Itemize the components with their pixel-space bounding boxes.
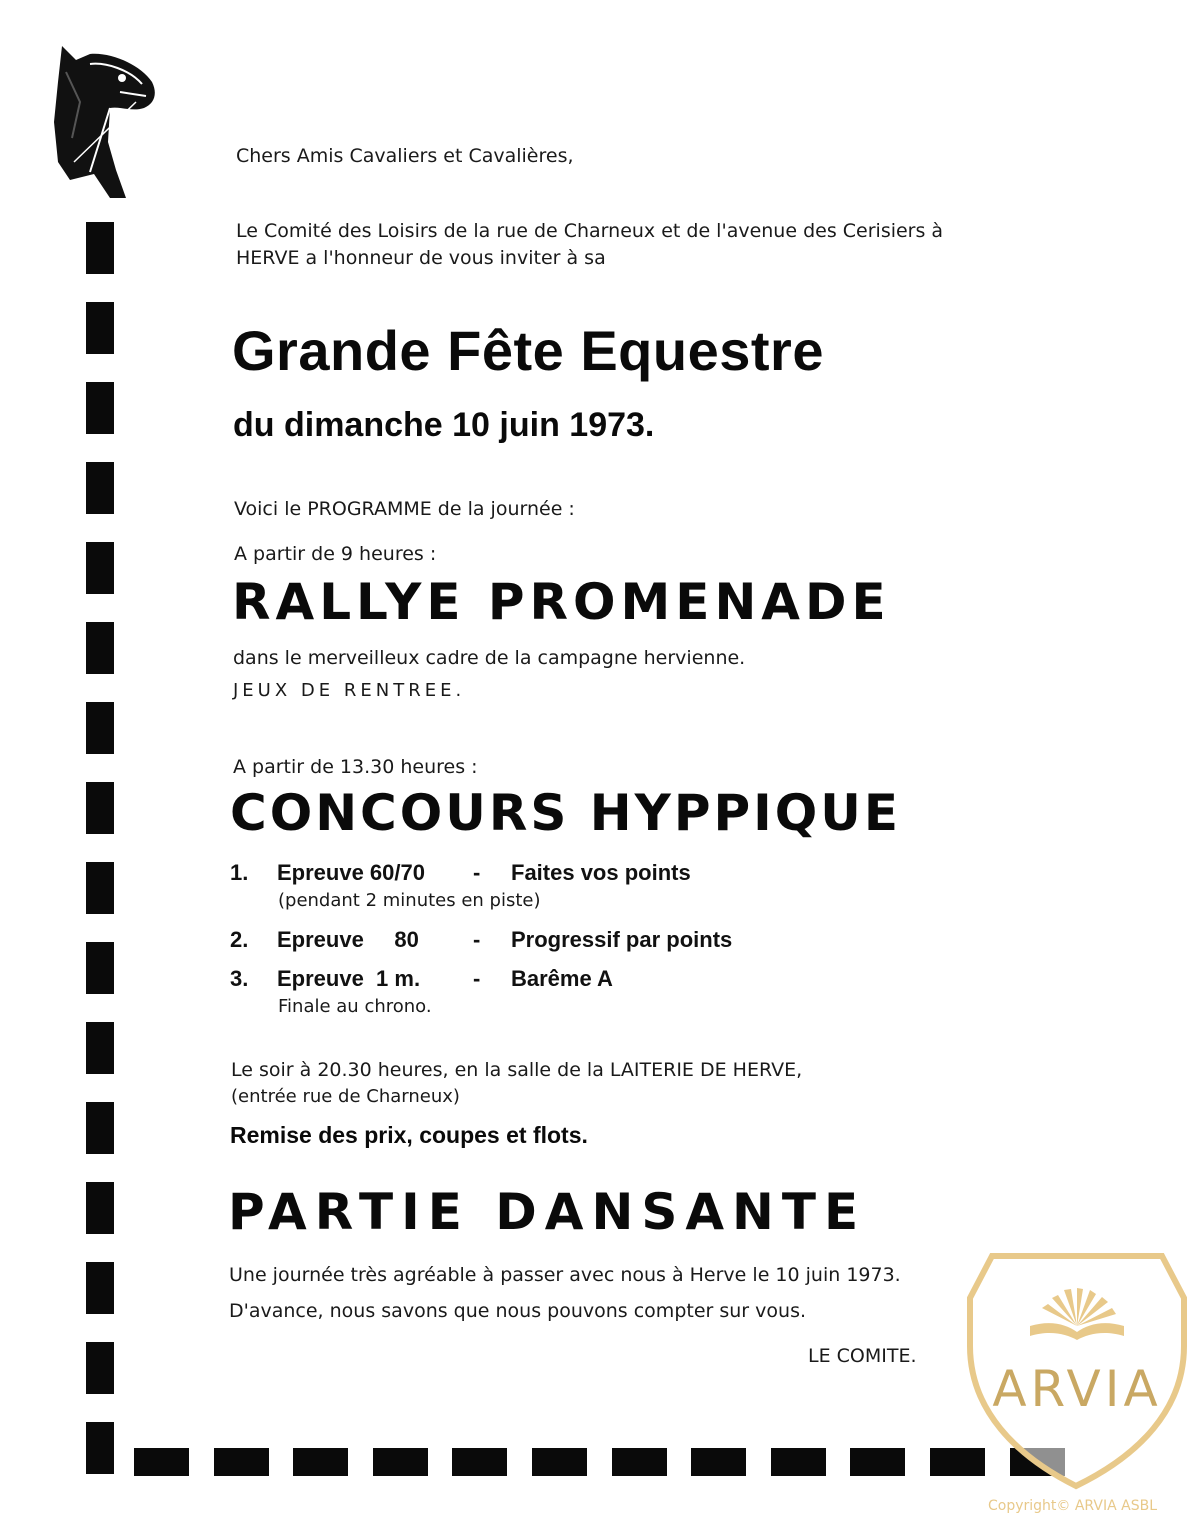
- event-title: Grande Fête Equestre: [232, 319, 824, 382]
- item-dash: -: [473, 927, 481, 952]
- border-dash: [86, 702, 114, 754]
- item-dash: -: [473, 860, 481, 885]
- rallye-time: A partir de 9 heures :: [234, 543, 437, 565]
- item-number: 3.: [230, 966, 249, 991]
- border-dash: [86, 1102, 114, 1154]
- concours-heading: CONCOURS HYPPIQUE: [230, 784, 901, 842]
- intro-line-2: HERVE a l'honneur de vous inviter à sa: [236, 247, 606, 269]
- closing-line-2: D'avance, nous savons que nous pouvons compter sur vous.: [229, 1300, 807, 1322]
- item-type: Barême A: [511, 966, 613, 991]
- border-dash: [612, 1448, 667, 1476]
- border-dash: [86, 942, 114, 994]
- border-dash: [86, 1422, 114, 1474]
- border-dash: [86, 1342, 114, 1394]
- rallye-games: JEUX DE RENTREE.: [233, 680, 466, 701]
- left-dashed-border: [86, 222, 116, 1462]
- copyright-notice: Copyright© ARVIA ASBL: [988, 1498, 1157, 1514]
- border-dash: [452, 1448, 507, 1476]
- border-dash: [134, 1448, 189, 1476]
- item-note: Finale au chrono.: [278, 996, 432, 1017]
- salutation: Chers Amis Cavaliers et Cavalières,: [236, 145, 574, 167]
- item-epreuve: Epreuve 1 m.: [277, 966, 421, 991]
- evening-line-2: (entrée rue de Charneux): [231, 1086, 460, 1107]
- border-dash: [86, 862, 114, 914]
- border-dash: [691, 1448, 746, 1476]
- border-dash: [86, 622, 114, 674]
- arvia-logo-text: ARVIA: [992, 1360, 1162, 1418]
- border-dash: [373, 1448, 428, 1476]
- evening-line-1: Le soir à 20.30 heures, en la salle de la LAITERIE DE HERVE,: [231, 1059, 803, 1081]
- item-epreuve: Epreuve 80: [277, 927, 419, 952]
- border-dash: [86, 1182, 114, 1234]
- item-number: 1.: [230, 860, 249, 885]
- border-dash: [771, 1448, 826, 1476]
- intro-line-1: Le Comité des Loisirs de la rue de Charneux et de l'avenue des Cerisiers à: [236, 220, 944, 242]
- border-dash: [86, 542, 114, 594]
- item-dash: -: [473, 966, 481, 991]
- item-type: Faites vos points: [511, 860, 691, 885]
- border-dash: [293, 1448, 348, 1476]
- item-epreuve: Epreuve 60/70: [277, 860, 425, 885]
- border-dash: [86, 1262, 114, 1314]
- item-type: Progressif par points: [511, 927, 733, 952]
- border-dash: [214, 1448, 269, 1476]
- item-number: 2.: [230, 927, 249, 952]
- border-dash: [86, 302, 114, 354]
- bottom-dashed-border: [134, 1448, 1074, 1480]
- concours-time: A partir de 13.30 heures :: [233, 756, 478, 778]
- border-dash: [86, 1022, 114, 1074]
- border-dash: [86, 382, 114, 434]
- arvia-watermark: [962, 1250, 1192, 1490]
- horse-head-icon: [50, 42, 160, 202]
- event-date: du dimanche 10 juin 1973.: [233, 406, 655, 444]
- border-dash: [86, 782, 114, 834]
- dance-heading: PARTIE DANSANTE: [228, 1183, 867, 1241]
- border-dash: [86, 462, 114, 514]
- signature: LE COMITE.: [808, 1345, 917, 1367]
- border-dash: [532, 1448, 587, 1476]
- border-dash: [850, 1448, 905, 1476]
- border-dash: [86, 222, 114, 274]
- open-book-icon: [1022, 1286, 1132, 1342]
- rallye-heading: RALLYE PROMENADE: [232, 573, 891, 631]
- programme-intro: Voici le PROGRAMME de la journée :: [234, 498, 575, 520]
- prizes-line: Remise des prix, coupes et flots.: [230, 1122, 588, 1148]
- closing-line-1: Une journée très agréable à passer avec nous à Herve le 10 juin 1973.: [229, 1264, 901, 1286]
- item-note: (pendant 2 minutes en piste): [278, 890, 541, 911]
- rallye-description: dans le merveilleux cadre de la campagne hervienne.: [233, 647, 746, 669]
